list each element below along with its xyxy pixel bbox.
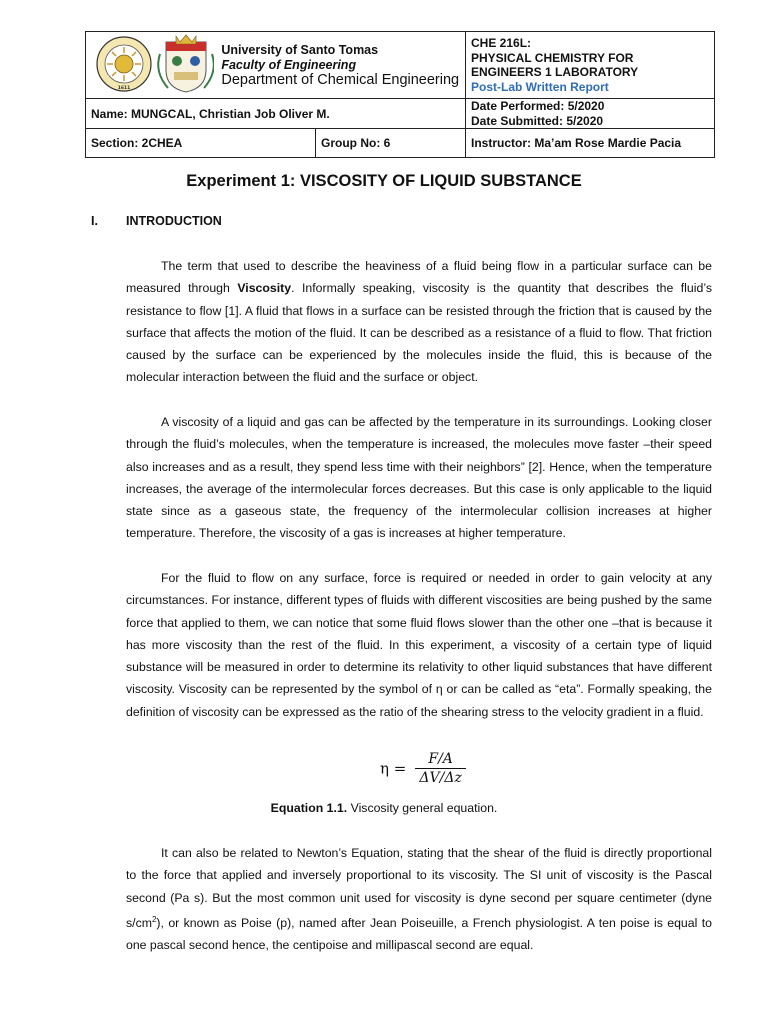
- paragraph-4: [126, 842, 712, 957]
- date-submitted: Date Submitted: 5/2020: [471, 113, 604, 128]
- date-performed: Date Performed: 5/2020: [471, 99, 605, 113]
- experiment-title: Experiment 1: VISCOSITY OF LIQUID SUBSTANCE: [186, 172, 582, 190]
- equation-caption-label: Equation 1.1.: [270, 801, 348, 815]
- seal-year: 1611: [117, 85, 131, 91]
- paragraph-2: A viscosity of a liquid and gas can be affected by the temperature in its surroundings. Looking closer through the fluid’s molecules, when the temperature is increased, the molecules move faster –their speed also increases and as a result, they spend less time with their neighbors” [2]. Hence, when the temperature increases, the average of the intermolecular forces decreases. But this case is only applicable to the liquid state since as a gaseous state, the frequency of the intermolecular collision increases at higher temperature. Therefore, the viscosity of a gas is increases at higher temperature.: [126, 415, 712, 541]
- department-name: Department of Chemical Engineering: [221, 71, 460, 88]
- equation-caption: [0, 801, 768, 815]
- section-group-cell: [86, 129, 466, 158]
- section-label: Section: 2CHEA: [86, 129, 316, 157]
- faculty-name: Faculty of Engineering: [221, 57, 357, 72]
- university-cell: [86, 32, 466, 99]
- equation-numerator: F/A: [415, 751, 465, 769]
- equation-denominator: ΔV/Δz: [419, 770, 462, 786]
- course-code: CHE 216L:: [471, 36, 532, 50]
- student-name: Name: MUNGCAL, Christian Job Oliver M.: [86, 99, 466, 129]
- equation-lhs: η =: [380, 759, 407, 778]
- paragraph-1-text-b: . Informally speaking, viscosity is the quantity that describes the fluid’s resistance to flow [1]. A fluid that flows in a surface can be resisted through the friction that is caused by the surface that affects the motion of the fluid. It can be described as a resistance of a fluid to flow. That friction caused by the surface can be experienced by the molecules inside the fluid, this is because of the molecular interaction between the fluid and the surface or object.: [126, 281, 712, 385]
- viscosity-term: Viscosity: [237, 281, 292, 296]
- section-number: I.: [91, 214, 98, 228]
- header-table: [85, 31, 715, 158]
- viscosity-equation: [380, 751, 466, 786]
- ust-seal-icon: [94, 34, 214, 94]
- dates-cell: [466, 99, 715, 129]
- paragraph-1-text-a: The term that used to describe the heaviness of a fluid being flow in a particular surface can be measured through: [126, 259, 712, 296]
- engineering-crest-icon: [158, 35, 214, 92]
- course-title-line-1: PHYSICAL CHEMISTRY FOR: [471, 50, 634, 65]
- section-heading: [91, 214, 222, 228]
- equation-fraction: [415, 751, 465, 786]
- report-type: Post-Lab Written Report: [471, 79, 609, 94]
- paragraph-3: For the fluid to flow on any surface, force is required or needed in order to gain velocity at any circumstances. For instance, different types of fluids with different viscosities are being pushed by the same force that applied to them, we can notice that some fluid flows slower than the other one –that is because it has more viscosity than the rest of the fluid. In this experiment, a viscosity of a certain type of liquid substance will be measured in order to determine its relativity to other liquid substances that have different viscosity. Viscosity can be represented by the symbol of η or can be called as “eta”. Formally speaking, the definition of viscosity can be expressed as the ratio of the shearing stress to the velocity gradient in a fluid.: [126, 571, 712, 719]
- group-label: Group No: 6: [321, 136, 391, 150]
- instructor-label: Instructor: Ma’am Rose Mardie Pacia: [466, 129, 715, 158]
- course-title-line-2: ENGINEERS 1 LABORATORY: [471, 65, 639, 79]
- superscript-2: 2: [151, 914, 157, 924]
- university-name: University of Santo Tomas: [221, 42, 379, 57]
- section-label-text: INTRODUCTION: [126, 214, 222, 228]
- paragraph-4-text-a: It can also be related to Newton’s Equation, stating that the shear of the fluid is directly proportional to the force that applied and inversely proportional to its viscosity. The SI unit of viscosity is the Pascal second (Pa s). But the most common unit used for viscosity is dyne second per square centimeter (dyne s/cm: [126, 846, 712, 930]
- equation-caption-text: Viscosity general equation.: [347, 801, 498, 815]
- course-cell: [466, 32, 715, 99]
- university-logos: [94, 34, 214, 97]
- paragraph-1: [126, 255, 712, 389]
- paragraph-4-text-b: ), or known as Poise (p), named after Jean Poiseuille, a French physiologist. A ten poise is equal to one pascal second hence, the centipoise and millipascal second are equal.: [126, 915, 712, 953]
